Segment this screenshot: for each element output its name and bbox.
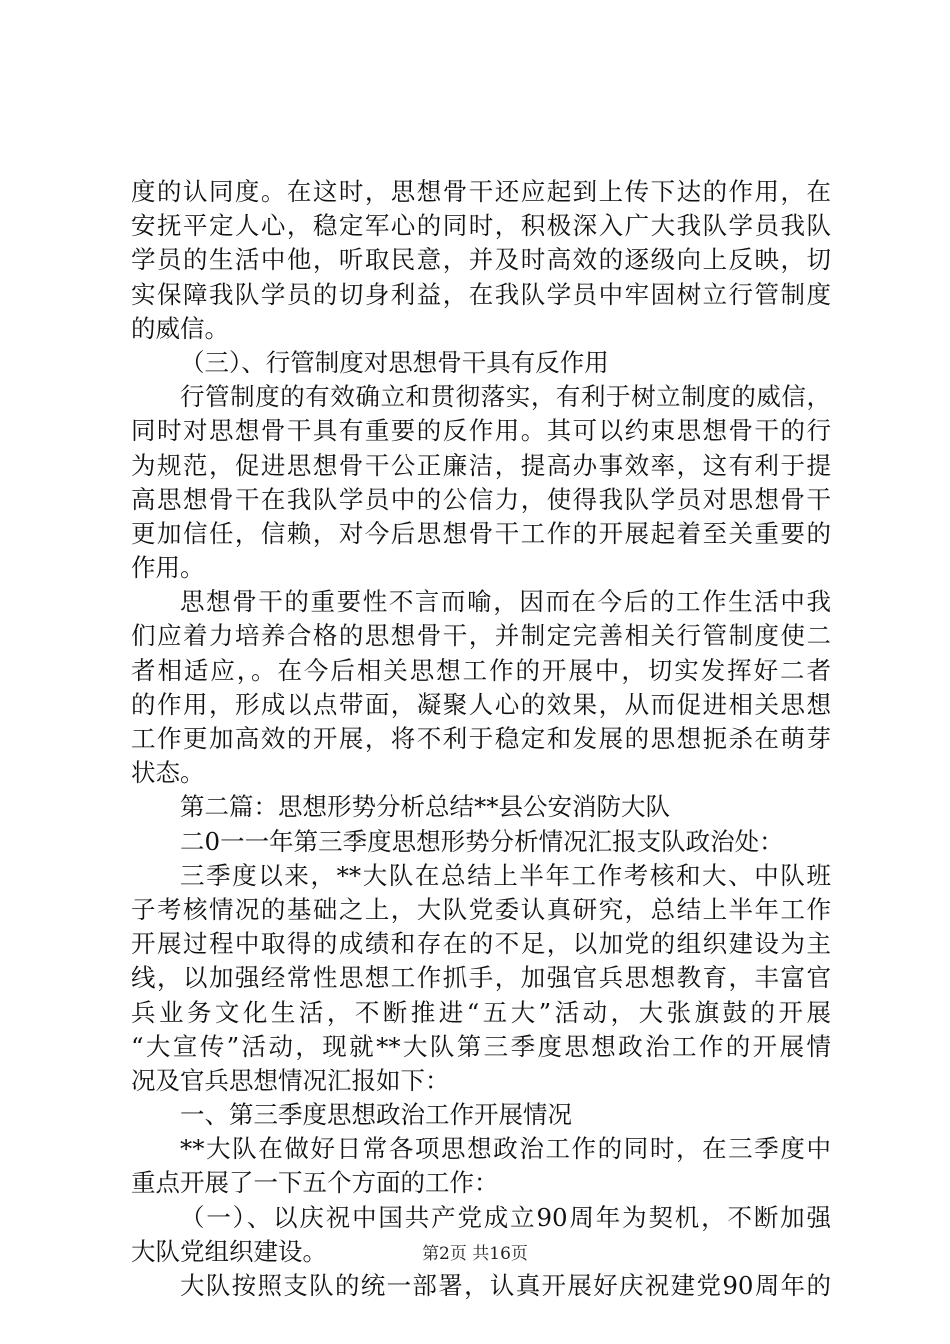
text-line: 的作用，形成以点带面，凝聚人心的效果，从而促进相关思想 [131, 689, 831, 719]
text-line: 行管制度的有效确立和贯彻落实，有利于树立制度的威信， [180, 382, 831, 412]
text-line: “大宣传”活动，现就**大队第三季度思想政治工作的开展情 [131, 1031, 831, 1061]
text-line: **大队在做好日常各项思想政治工作的同时，在三季度中 [180, 1134, 831, 1164]
text-line: 况及官兵思想情况汇报如下： [131, 1065, 450, 1095]
text-line: （三）、行管制度对思想骨干具有反作用 [180, 347, 609, 377]
text-line: 思想骨干的重要性不言而喻，因而在今后的工作生活中我 [180, 587, 831, 617]
text-line: 重点开展了一下五个方面的工作： [131, 1168, 499, 1198]
text-line: 子考核情况的基础之上，大队党委认真研究，总结上半年工作 [131, 894, 831, 924]
text-line: 们应着力培养合格的思想骨干，并制定完善相关行管制度使二 [131, 621, 831, 651]
text-line: 大队党组织建设。 [131, 1236, 327, 1266]
text-line: 高思想骨干在我队学员中的公信力，使得我队学员对思想骨干 [131, 484, 831, 514]
document-body [131, 175, 831, 1303]
text-line: 线，以加强经常性思想工作抓手，加强官兵思想教育，丰富官 [131, 963, 831, 993]
text-line: （一）、以庆祝中国共产党成立90周年为契机，不断加强 [180, 1202, 831, 1232]
text-line: 度的认同度。在这时，思想骨干还应起到上传下达的作用，在 [131, 177, 831, 206]
page-footer: 第2页 共16页 [422, 1244, 528, 1264]
text-line: 学员的生活中他，听取民意，并及时高效的逐级向上反映，切 [131, 245, 831, 275]
text-line: 的威信。 [131, 313, 229, 343]
text-line: 者相适应，。在今后相关思想工作的开展中，切实发挥好二者 [131, 655, 831, 685]
text-line: 同时对思想骨干具有重要的反作用。其可以约束思想骨干的行 [131, 416, 831, 446]
text-line: 第二篇：思想形势分析总结**县公安消防大队 [180, 792, 670, 822]
text-line: 三季度以来，**大队在总结上半年工作考核和大、中队班 [180, 860, 831, 890]
text-line: 工作更加高效的开展，将不利于稳定和发展的思想扼杀在萌芽 [131, 724, 831, 753]
text-line: 二0一一年第三季度思想形势分析情况汇报支队政治处： [180, 826, 784, 856]
text-line: 实保障我队学员的切身利益，在我队学员中牢固树立行管制度 [131, 279, 831, 309]
text-line: 兵业务文化生活，不断推进“五大”活动，大张旗鼓的开展 [131, 997, 831, 1027]
text-line: 更加信任，信赖，对今后思想骨干工作的开展起着至关重要的 [131, 518, 831, 548]
text-line: 开展过程中取得的成绩和存在的不足，以加党的组织建设为主 [131, 929, 831, 959]
text-line: 作用。 [131, 553, 205, 583]
text-line: 大队按照支队的统一部署，认真开展好庆祝建党90周年的 [180, 1271, 831, 1300]
text-line: 为规范，促进思想骨干公正廉洁，提高办事效率，这有利于提 [131, 450, 831, 480]
text-line: 安抚平定人心，稳定军心的同时，积极深入广大我队学员我队 [131, 211, 831, 241]
text-line: 一、第三季度思想政治工作开展情况 [180, 1100, 572, 1130]
text-line: 状态。 [131, 758, 205, 788]
